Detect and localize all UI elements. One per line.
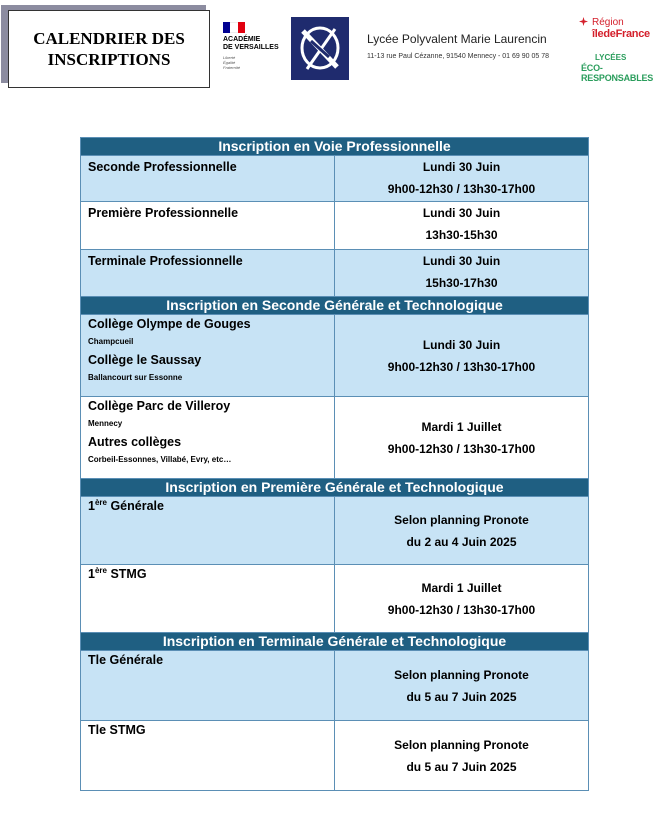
college-town: Corbeil-Essonnes, Villabé, Evry, etc… [88, 455, 232, 464]
region-line1: Région [578, 17, 653, 28]
section-title: Inscription en Première Générale et Technologique [81, 479, 589, 497]
row-schedule [335, 250, 589, 297]
row-date: Mardi 1 Juillet [421, 580, 502, 595]
row-schedule [335, 651, 589, 721]
table-row [81, 397, 589, 479]
school-address: 11-13 rue Paul Cézanne, 91540 Mennecy - 01 69 90 05 78 [367, 53, 549, 60]
college-name: Collège Olympe de Gouges [88, 317, 251, 331]
row-date: Mardi 1 Juillet [421, 419, 502, 434]
college-name: Collège le Saussay [88, 353, 202, 367]
row-label: 1ère Générale [81, 497, 335, 565]
row-time: 15h30-17h30 [425, 276, 498, 290]
row-schedule [335, 202, 589, 250]
table-row [81, 156, 589, 202]
eco-line2: ÉCO-RESPONSABLES [581, 63, 654, 83]
row-time: 9h00-12h30 / 13h30-17h00 [387, 182, 536, 196]
region-line2: îledeFrance [592, 28, 650, 40]
section-header-row [81, 479, 589, 497]
table-row [81, 250, 589, 297]
table-row [81, 721, 589, 791]
table-row [81, 651, 589, 721]
row-time: 13h30-15h30 [425, 228, 498, 242]
section-header-row [81, 297, 589, 315]
academie-motto: Liberté Égalité Fraternité [223, 55, 241, 70]
row-date: Lundi 30 Juin [422, 337, 501, 352]
row-label: Première Professionnelle [81, 202, 335, 250]
section-header-row [81, 138, 589, 156]
row-label [81, 397, 335, 479]
row-time: du 5 au 7 Juin 2025 [406, 759, 517, 774]
college-name: Autres collèges [88, 435, 182, 449]
row-schedule [335, 315, 589, 397]
academie-versailles-logo [223, 22, 283, 70]
row-schedule [335, 565, 589, 633]
row-schedule [335, 397, 589, 479]
row-label: Seconde Professionnelle [81, 156, 335, 202]
row-label: Terminale Professionnelle [81, 250, 335, 297]
row-schedule [335, 497, 589, 565]
row-date: Lundi 30 Juin [422, 206, 501, 220]
row-time: 9h00-12h30 / 13h30-17h00 [387, 359, 536, 374]
table-row [81, 202, 589, 250]
row-label: 1ère STMG [81, 565, 335, 633]
row-schedule [335, 721, 589, 791]
table-row [81, 497, 589, 565]
row-time: 9h00-12h30 / 13h30-17h00 [387, 602, 536, 617]
row-date: Selon planning Pronote [394, 737, 529, 752]
table-row [81, 565, 589, 633]
college-town: Ballancourt sur Essonne [88, 373, 183, 382]
school-logo-icon [291, 17, 349, 80]
french-flag-icon [223, 22, 245, 33]
college-name: Collège Parc de Villeroy [88, 399, 231, 413]
row-date: Lundi 30 Juin [422, 254, 501, 268]
registration-schedule-table [80, 137, 589, 791]
region-ile-de-france-logo [578, 17, 653, 40]
page-title-box [8, 10, 210, 88]
section-title: Inscription en Voie Professionnelle [81, 138, 589, 156]
row-label: Tle Générale [81, 651, 335, 721]
school-name: Lycée Polyvalent Marie Laurencin [367, 32, 547, 46]
row-label [81, 315, 335, 397]
row-time: du 2 au 4 Juin 2025 [406, 534, 517, 549]
section-title: Inscription en Seconde Générale et Technologique [81, 297, 589, 315]
row-date: Selon planning Pronote [394, 667, 529, 682]
row-schedule [335, 156, 589, 202]
row-date: Lundi 30 Juin [422, 160, 501, 174]
table-row [81, 315, 589, 397]
section-header-row [81, 633, 589, 651]
row-date: Selon planning Pronote [394, 512, 529, 527]
college-town: Champcueil [88, 337, 134, 346]
college-town: Mennecy [88, 419, 123, 428]
section-title: Inscription en Terminale Générale et Technologique [81, 633, 589, 651]
academie-line1: ACADÉMIE [223, 36, 261, 43]
row-time: du 5 au 7 Juin 2025 [406, 689, 517, 704]
eco-line1: LYCÉES [595, 53, 627, 62]
row-time: 9h00-12h30 / 13h30-17h00 [387, 441, 536, 456]
page-title: CALENDRIER DES INSCRIPTIONS [33, 29, 185, 69]
row-label: Tle STMG [81, 721, 335, 791]
academie-line2: DE VERSAILLES [223, 44, 279, 51]
lycees-eco-responsables-logo [581, 53, 653, 83]
